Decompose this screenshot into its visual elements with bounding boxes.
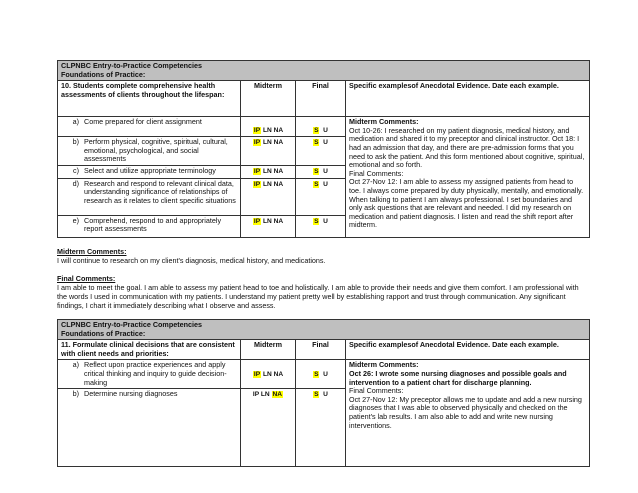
- col-final: Final: [296, 340, 346, 360]
- header-subtitle: Foundations of Practice:: [61, 69, 146, 79]
- competency-item: e) Comprehend, respond to and appropriately report assessments: [58, 215, 241, 237]
- final-marks[interactable]: S U: [296, 178, 346, 215]
- final-comments-text: I am able to meet the goal. I am able to assess my patient head to toe and holistically. I am able to provide their needs and give them comfort. I am professional with the words I used in communication with my patients. I understand my patient pretty well by establishing rapport and trust through communication. Any significant findings, I chart it immediately describing what I observe and assess.: [57, 283, 579, 310]
- col-evidence: Specific examplesof Anecdotal Evidence. Date each example.: [346, 81, 590, 117]
- midterm-comments-block: [57, 247, 589, 265]
- final-marks[interactable]: S U: [296, 137, 346, 166]
- midterm-marks[interactable]: IP LN NA: [241, 165, 296, 178]
- evidence-midterm-text: Oct 26: I wrote some nursing diagnoses and possible goals and intervention to a patient chart for discharge planning.: [349, 368, 567, 387]
- header-title: CLPNBC Entry-to-Practice Competencies: [61, 320, 202, 329]
- midterm-comments-text: I will continue to research on my client's diagnosis, medical history, and medications.: [57, 256, 326, 265]
- section-header: [58, 61, 590, 81]
- final-marks[interactable]: S U: [296, 360, 346, 389]
- midterm-marks[interactable]: IP LN NA: [241, 389, 296, 467]
- evidence-final-text: Oct 27-Nov 12: I am able to assess my assigned patients from head to toe. I always come prepared by duty physically, mentally, and emotionally. When talking to patient I am always professional. I set boundaries and only ask questions that are relevant and needed. I did my research on medication and patient diagnosis. I listen and read the shift report after midterm.: [349, 177, 584, 230]
- competency-item: b) Determine nursing diagnoses: [58, 389, 241, 467]
- evidence-midterm-title: Midterm Comments:: [349, 117, 419, 127]
- header-subtitle: Foundations of Practice:: [61, 328, 146, 338]
- midterm-comments-title: Midterm Comments:: [57, 247, 127, 256]
- col-midterm: Midterm: [241, 340, 296, 360]
- final-comments-block: [57, 274, 589, 310]
- header-title: CLPNBC Entry-to-Practice Competencies: [61, 61, 202, 70]
- midterm-marks[interactable]: IP LN NA: [241, 178, 296, 215]
- evidence-cell: [346, 360, 590, 467]
- competency-table-10: [57, 60, 590, 238]
- competency-item: a) Reflect upon practice experiences and apply critical thinking and inquiry to guide decision-making: [58, 360, 241, 389]
- midterm-marks[interactable]: IP LN NA: [241, 117, 296, 137]
- evidence-midterm-text: Oct 10-26: I researched on my patient diagnosis, medical history, and medication and shared it to my preceptor and clinical instructor. Oct 18: I had an admission that day, and there are pre-admission forms that you need to ask the patient. And this form mentioned about cognitive, spiritual, emotional and so forth.: [349, 125, 585, 170]
- evidence-cell: [346, 117, 590, 237]
- final-comments-title: Final Comments:: [57, 274, 116, 283]
- competency-item: a) Come prepared for client assignment: [58, 117, 241, 137]
- evidence-final-title: Final Comments:: [349, 168, 404, 178]
- competency-table-11: [57, 319, 590, 467]
- midterm-marks[interactable]: IP LN NA: [241, 137, 296, 166]
- evidence-final-text: Oct 27-Nov 12: My preceptor allows me to update and add a new nursing diagnoses that I was able to observed physically and checked on the patient's lab results. I am also able to add and write new nursing interventions.: [349, 394, 582, 430]
- section-header: [58, 320, 590, 340]
- final-marks[interactable]: S U: [296, 215, 346, 237]
- col-final: Final: [296, 81, 346, 117]
- competency-item: c) Select and utilize appropriate terminology: [58, 165, 241, 178]
- final-marks[interactable]: S U: [296, 165, 346, 178]
- competency-item: d) Research and respond to relevant clinical data, understanding significance of relationships of research as it relates to client specific situations: [58, 178, 241, 215]
- evidence-final-title: Final Comments:: [349, 386, 404, 396]
- final-marks[interactable]: S U: [296, 117, 346, 137]
- competency-title: 10. Students complete comprehensive health assessments of clients throughout the lifespan:: [58, 81, 241, 117]
- evidence-midterm-title: Midterm Comments:: [349, 360, 419, 370]
- col-evidence: Specific examplesof Anecdotal Evidence. Date each example.: [346, 340, 590, 360]
- competency-title: 11. Formulate clinical decisions that are consistent with client needs and priorities:: [58, 340, 241, 360]
- midterm-marks[interactable]: IP LN NA: [241, 360, 296, 389]
- midterm-marks[interactable]: IP LN NA: [241, 215, 296, 237]
- col-midterm: Midterm: [241, 81, 296, 117]
- competency-item: b) Perform physical, cognitive, spiritual, cultural, emotional, psychological, and social assessments: [58, 137, 241, 166]
- final-marks[interactable]: S U: [296, 389, 346, 467]
